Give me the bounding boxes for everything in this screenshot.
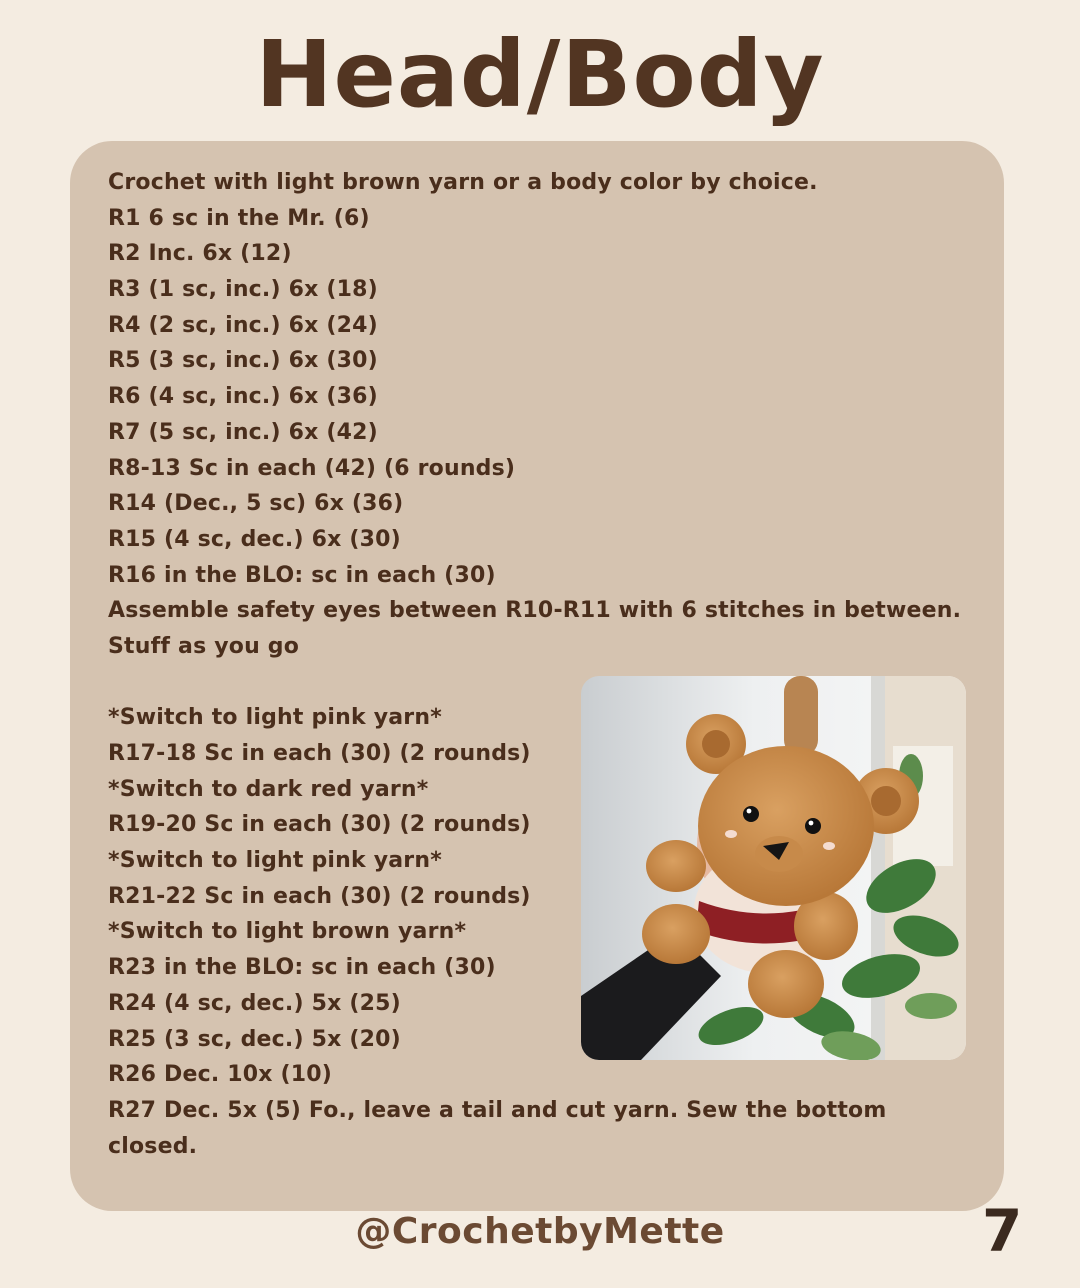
pattern-line: R17-18 Sc in each (30) (2 rounds) [108, 741, 531, 766]
pattern-line: R3 (1 sc, inc.) 6x (18) [108, 277, 378, 303]
pattern-line: Assemble safety eyes between R10-R11 with 6 stitches in between. [108, 598, 962, 624]
pattern-line: R24 (4 sc, dec.) 5x (25) [108, 990, 401, 1016]
pattern-line: R23 in the BLO: sc in each (30) [108, 955, 496, 981]
pattern-line: R8-13 Sc in each (42) (6 rounds) [108, 455, 516, 481]
pattern-line: R15 (4 sc, dec.) 6x (30) [108, 526, 401, 552]
page-title: Head/Body [255, 21, 825, 128]
pattern-line: R19-20 Sc in each (30) (2 rounds) [108, 812, 531, 838]
pattern-line: R16 in the BLO: sc in each (30) [108, 562, 496, 588]
pattern-line: R14 (Dec., 5 sc) 6x (36) [108, 491, 404, 517]
bear-photo [581, 676, 966, 1060]
pattern-line: R1 6 sc in the Mr. (6) [108, 205, 370, 231]
pattern-line: *Switch to light pink yarn* [108, 705, 442, 731]
author-handle: @CrochetbyMette [355, 1211, 725, 1252]
pattern-line: closed. [108, 1133, 198, 1159]
pattern-line: *Switch to light pink yarn* [108, 848, 442, 874]
pattern-line: R26 Dec. 10x (10) [108, 1062, 333, 1088]
pattern-line: R6 (4 sc, inc.) 6x (36) [108, 384, 378, 410]
pattern-line: Stuff as you go [108, 633, 300, 659]
pattern-line: R25 (3 sc, dec.) 5x (20) [108, 1026, 401, 1052]
pattern-line: *Switch to dark red yarn* [108, 776, 429, 802]
pattern-line: R21-22 Sc in each (30) (2 rounds) [108, 883, 531, 909]
pattern-line: Crochet with light brown yarn or a body color by choice. [108, 170, 818, 195]
pattern-line: R7 (5 sc, inc.) 6x (42) [108, 419, 378, 445]
crochet-bear-illustration [581, 676, 966, 1060]
pattern-line: *Switch to light brown yarn* [108, 919, 467, 945]
pattern-line: R5 (3 sc, inc.) 6x (30) [108, 348, 378, 374]
page-number: 7 [982, 1197, 1023, 1265]
pattern-card [70, 141, 1004, 1211]
pattern-line: R2 Inc. 6x (12) [108, 241, 292, 267]
pattern-line: R4 (2 sc, inc.) 6x (24) [108, 312, 378, 338]
pattern-line: R27 Dec. 5x (5) Fo., leave a tail and cut yarn. Sew the bottom [108, 1097, 887, 1123]
